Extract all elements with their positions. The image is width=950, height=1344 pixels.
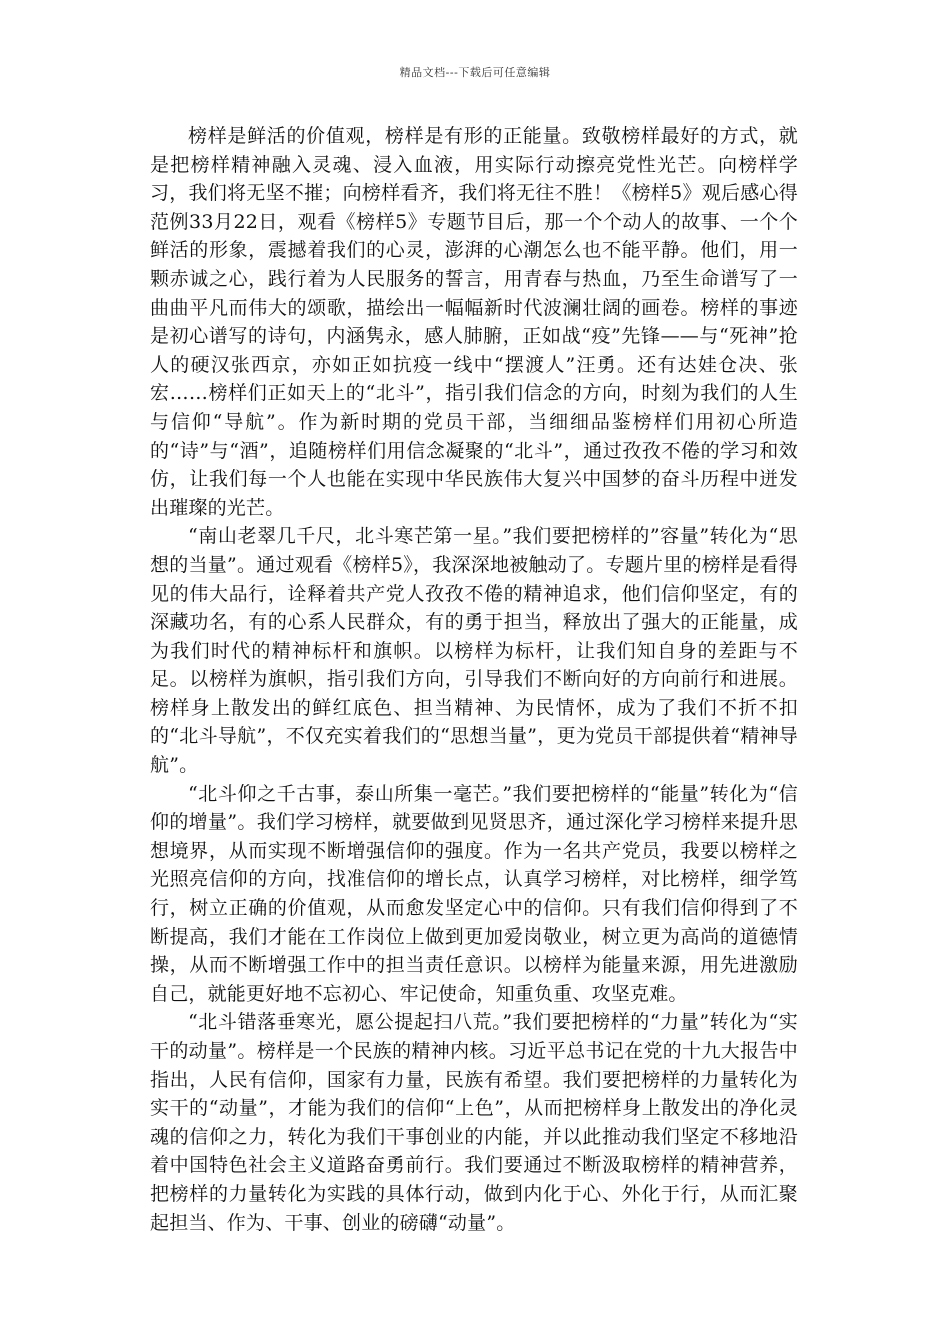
paragraph-1: 榜样是鲜活的价值观，榜样是有形的正能量。致敬榜样最好的方式，就是把榜样精神融入灵魂、浸入血液，用实际行动擦亮党性光芒。向榜样学习，我们将无坚不摧；向榜样看齐，我们将无往不胜！《榜样5》观后感心得范例33月22日，观看《榜样5》专题节目后，那一个个动人的故事、一个个鲜活的形象，震撼着我们的心灵，澎湃的心潮怎么也不能平静。他们，用一颗赤诚之心，践行着为人民服务的誓言，用青春与热血，乃至生命谱写了一曲曲平凡而伟大的颂歌，描绘出一幅幅新时代波澜壮阔的画卷。榜样的事迹是初心谱写的诗句，内涵隽永，感人肺腑，正如战“疫”先锋——与“死神”抢人的硬汉张西京，亦如正如抗疫一线中“摆渡人”汪勇。还有达娃仓决、张宏……榜样们正如天上的“北斗”，指引我们信念的方向，时刻为我们的人生与信仰“导航”。作为新时期的党员干部，当细细品鉴榜样们用初心所造的“诗”与“酒”，追随榜样们用信念凝聚的“北斗”，通过孜孜不倦的学习和效仿，让我们每一个人也能在实现中华民族伟大复兴中国梦的奋斗历程中迸发出璀璨的光芒。 — [150, 125, 798, 519]
page-header: 精品文档---下载后可任意编辑 — [399, 66, 551, 79]
paragraph-2: “南山老翠几千尺，北斗寒芒第一星。”我们要把榜样的”容量”转化为“思想的当量”。通过观看《榜样5》，我深深地被触动了。专题片里的榜样是看得见的伟大品行，诠释着共产党人孜孜不倦的精神追求，他们信仰坚定，有的深藏功名，有的心系人民群众，有的勇于担当，释放出了强大的正能量，成为我们时代的精神标杆和旗帜。以榜样为标杆，让我们知自身的差距与不足。以榜样为旗帜，指引我们方向，引导我们不断向好的方向前行和进展。榜样身上散发出的鲜红底色、担当精神、为民情怀，成为了我们不折不扣的“北斗导航”，不仅充实着我们的“思想当量”，更为党员干部提供着“精神导航”。 — [150, 525, 798, 777]
paragraph-3: “北斗仰之千古事，泰山所集一毫芒。”我们要把榜样的“能量”转化为“信仰的增量”。我们学习榜样，就要做到见贤思齐，通过深化学习榜样来提升思想境界，从而实现不断增强信仰的强度。作为一名共产党员，我要以榜样之光照亮信仰的方向，找准信仰的增长点，认真学习榜样，对比榜样，细学笃行，树立正确的价值观，从而愈发坚定心中的信仰。只有我们信仰得到了不断提高，我们才能在工作岗位上做到更加爱岗敬业，树立更为高尚的道德情操，从而不断增强工作中的担当责任意识。以榜样为能量来源，用先进激励自己，就能更好地不忘初心、牢记使命，知重负重、攻坚克难。 — [150, 782, 798, 1005]
document-body — [150, 122, 798, 1237]
paragraph-4: “北斗错落垂寒光，愿公提起扫八荒。”我们要把榜样的“力量”转化为“实干的动量”。榜样是一个民族的精神内核。习近平总书记在党的十九大报告中指出，人民有信仰，国家有力量，民族有希望。我们要把榜样的力量转化为实干的“动量”，才能为我们的信仰“上色”，从而把榜样身上散发出的净化灵魂的信仰之力，转化为我们干事创业的内能，并以此推动我们坚定不移地沿着中国特色社会主义道路奋勇前行。我们要通过不断汲取榜样的精神营养，把榜样的力量转化为实践的具体行动，做到内化于心、外化于行，从而汇聚起担当、作为、干事、创业的磅礴“动量”。 — [150, 1011, 798, 1234]
